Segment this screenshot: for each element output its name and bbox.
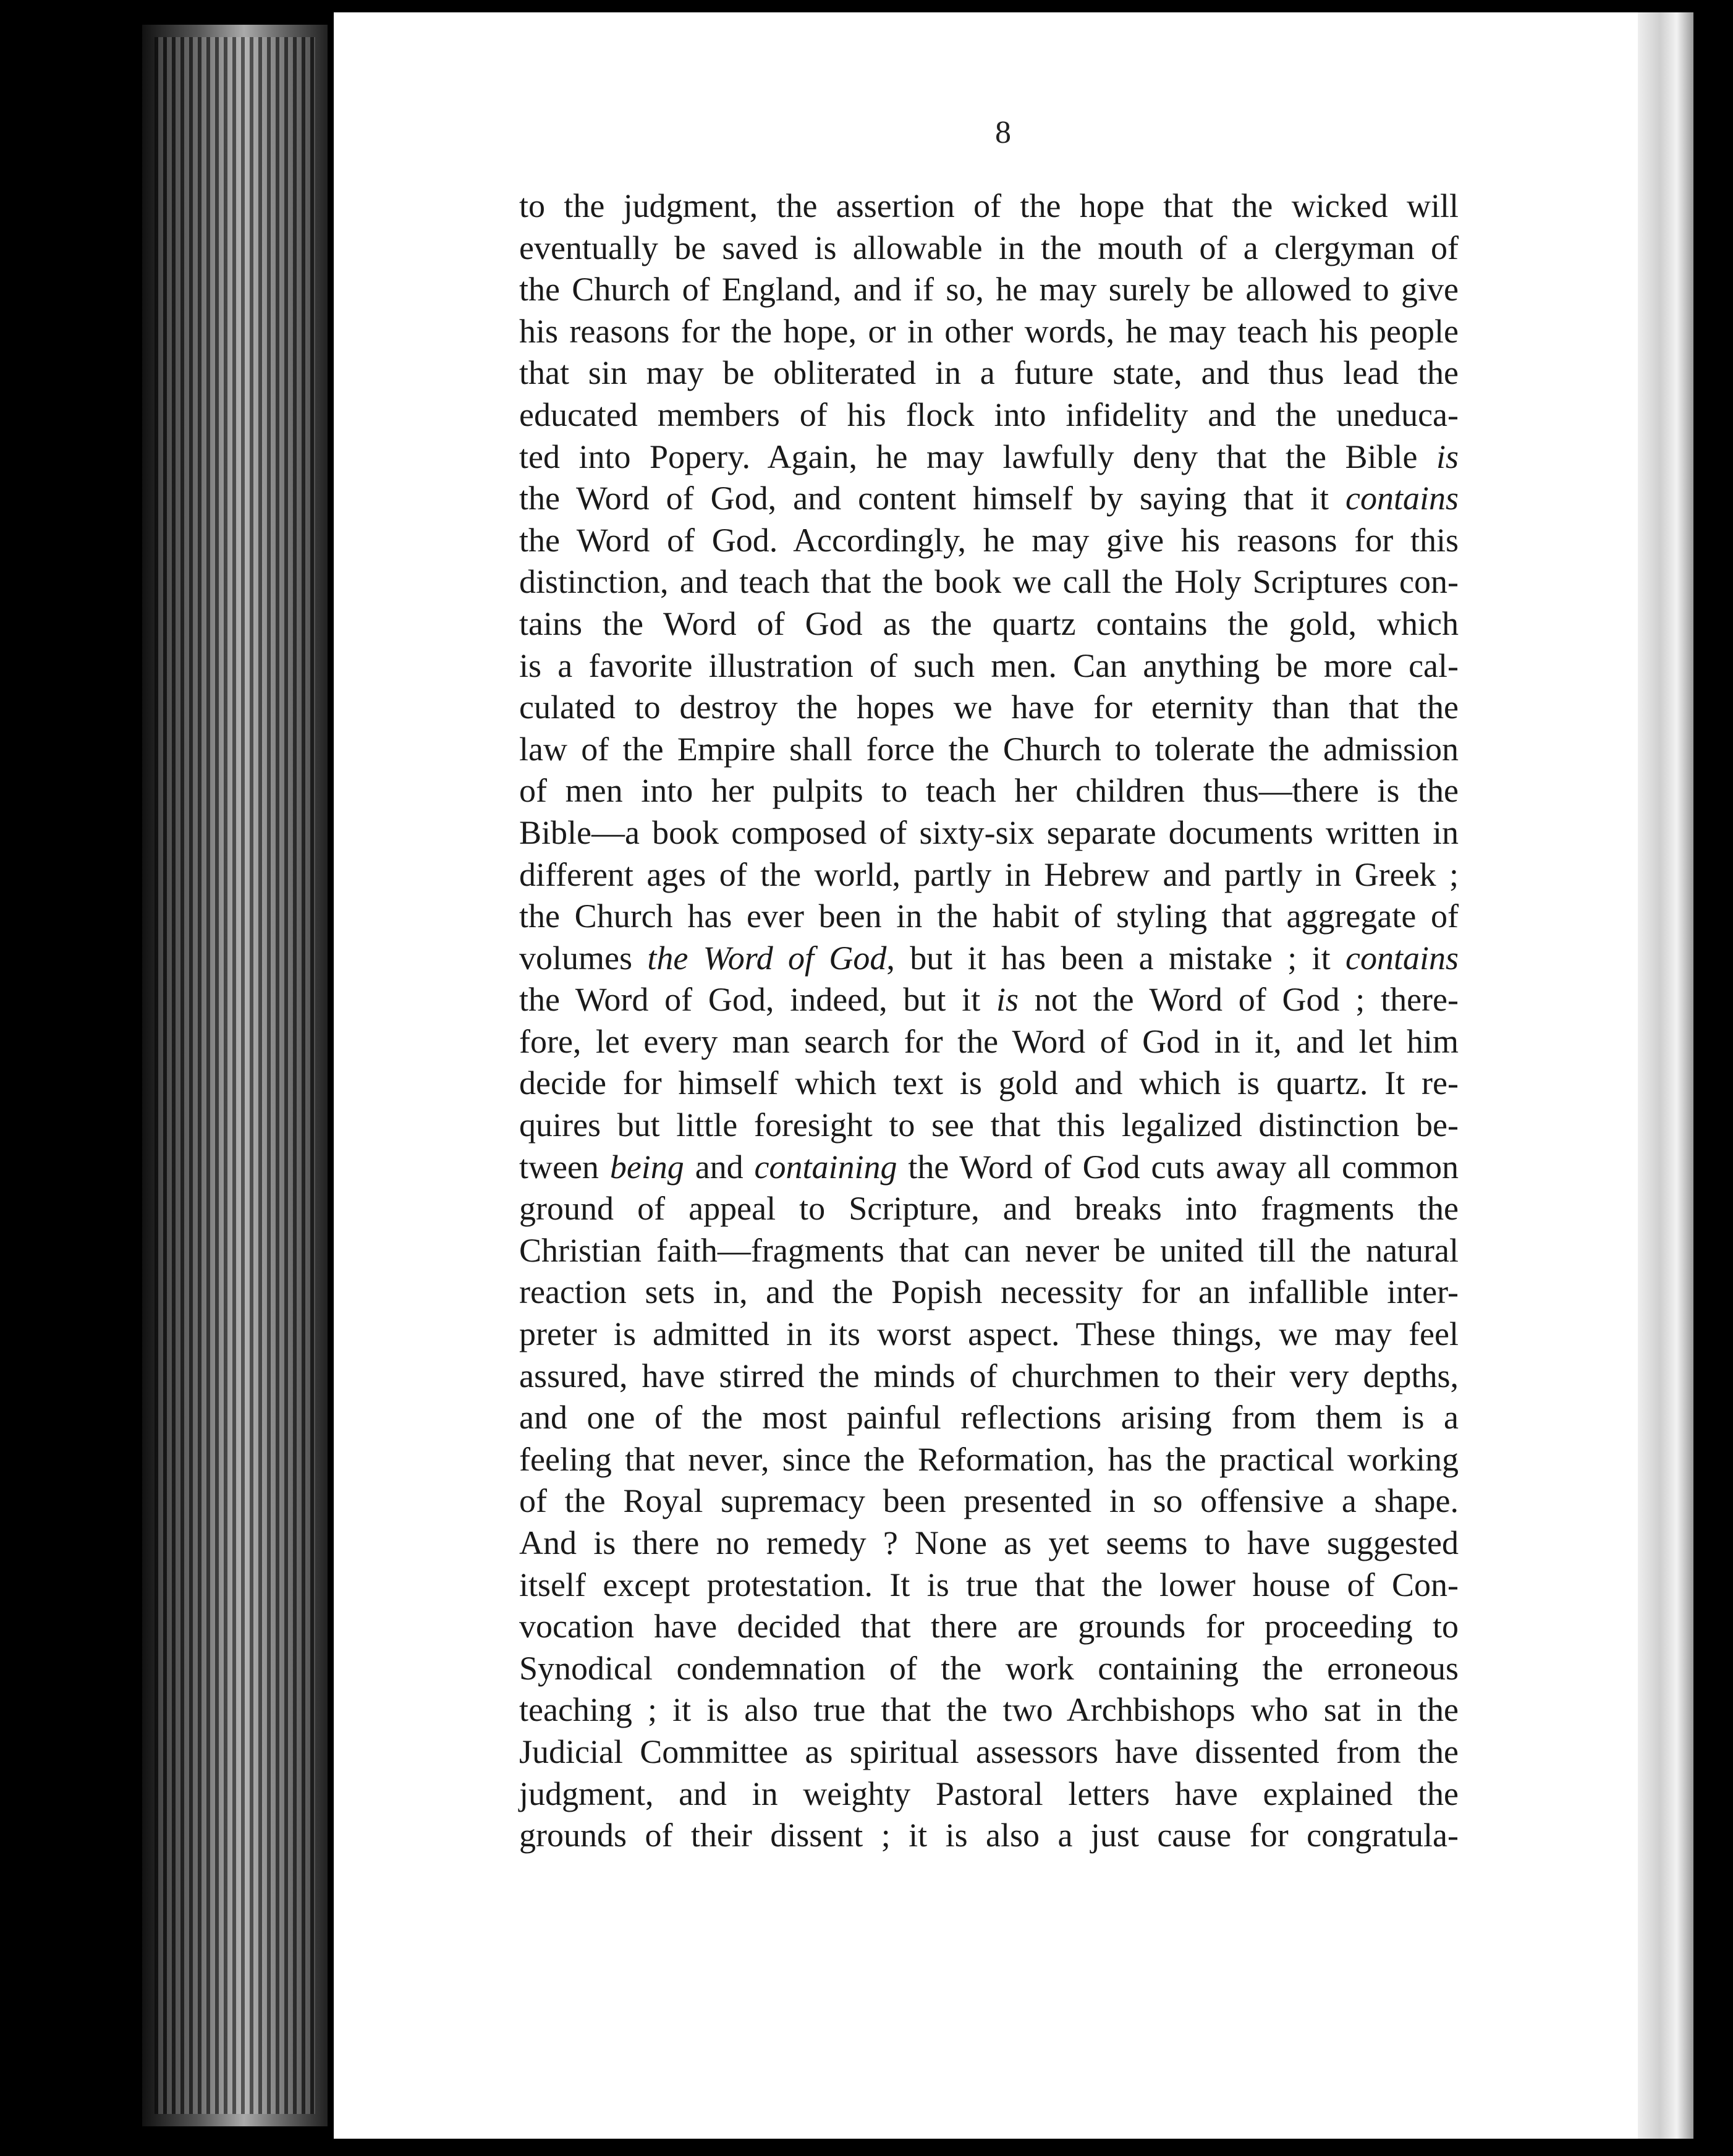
text-segment: law of the Empire shall force the Church to tolerate the admission: [519, 730, 1459, 768]
text-line: [519, 185, 1459, 227]
text-segment: and one of the most painful reflections arising from them is a: [519, 1399, 1459, 1437]
text-segment: grounds of their dissent ; it is also a just cause for congratula-: [519, 1817, 1459, 1854]
text-line: [519, 1021, 1459, 1063]
text-line: [519, 603, 1459, 645]
book-page-edges-detail: [155, 37, 315, 2114]
text-line: [519, 520, 1459, 562]
text-segment: is a favorite illustration of such men. Can anything be more cal-: [519, 647, 1459, 684]
text-line: [519, 812, 1459, 854]
text-segment: educated members of his flock into infidelity and the uneduca-: [519, 396, 1459, 433]
text-segment: vocation have decided that there are grounds for proceeding to: [519, 1608, 1459, 1645]
page-number: 8: [995, 115, 1011, 150]
text-segment: culated to destroy the hopes we have for eternity than that the: [519, 689, 1459, 726]
text-line: [519, 896, 1459, 938]
text-line: [519, 1397, 1459, 1439]
page-right-margin: [1638, 12, 1693, 2139]
text-line: [519, 1356, 1459, 1398]
text-line: [519, 1522, 1459, 1564]
text-line: [519, 770, 1459, 812]
text-segment: and: [684, 1148, 755, 1186]
text-line: [519, 979, 1459, 1021]
text-line: [519, 227, 1459, 270]
text-line: [519, 1063, 1459, 1105]
text-segment: volumes: [519, 939, 648, 977]
text-segment: fore, let every man search for the Word of God in it, and let him: [519, 1022, 1459, 1060]
text-segment: decide for himself which text is gold and which is quartz. It re-: [519, 1064, 1459, 1102]
text-segment: quires but little foresight to see that this legalized distinction be-: [519, 1106, 1459, 1144]
text-segment: the Word of God. Accordingly, he may give his reasons for this: [519, 521, 1459, 559]
text-segment: the Church of England, and if so, he may surely be allowed to give: [519, 271, 1459, 308]
italic-text: is: [996, 981, 1019, 1019]
text-segment: itself except protestation. It is true that the lower house of Con-: [519, 1566, 1459, 1603]
text-segment: tween: [519, 1148, 610, 1186]
text-segment: tains the Word of God as the quartz contains the gold, which: [519, 605, 1459, 642]
text-line: [519, 854, 1459, 896]
text-line: [519, 1773, 1459, 1815]
text-segment: reaction sets in, and the Popish necessity for an infallible inter-: [519, 1273, 1459, 1311]
italic-text: contains: [1345, 939, 1459, 977]
text-segment: And is there no remedy ? None as yet seems to have suggested: [519, 1524, 1459, 1561]
text-segment: that sin may be obliterated in a future state, and thus lead the: [519, 354, 1459, 392]
text-line: [519, 687, 1459, 729]
body-text: [519, 185, 1459, 1857]
text-line: [519, 645, 1459, 687]
text-line: [519, 561, 1459, 603]
text-line: [519, 352, 1459, 394]
text-segment: eventually be saved is allowable in the mouth of a clergyman of: [519, 229, 1459, 266]
text-segment: the Word of God cuts away all common: [897, 1148, 1459, 1186]
text-segment: ground of appeal to Scripture, and breaks into fragments the: [519, 1190, 1459, 1228]
text-segment: ted into Popery. Again, he may lawfully deny that the Bible: [519, 438, 1436, 475]
text-line: [519, 1147, 1459, 1189]
text-segment: Judicial Committee as spiritual assessors have dissented from the: [519, 1733, 1459, 1770]
text-segment: of the Royal supremacy been presented in so offensive a shape.: [519, 1482, 1459, 1520]
text-line: [519, 1105, 1459, 1147]
text-line: [519, 729, 1459, 771]
text-segment: different ages of the world, partly in Hebrew and partly in Greek ;: [519, 855, 1459, 893]
text-line: [519, 1230, 1459, 1272]
text-segment: the Church has ever been in the habit of styling that aggregate of: [519, 898, 1459, 935]
text-segment: feeling that never, since the Reformation, has the practical working: [519, 1440, 1459, 1478]
text-segment: assured, have stirred the minds of churchmen to their very depths,: [519, 1357, 1459, 1394]
text-segment: of men into her pulpits to teach her children thus—there is the: [519, 772, 1459, 810]
text-line: [519, 1731, 1459, 1773]
text-line: [519, 1815, 1459, 1857]
text-line: [519, 394, 1459, 436]
text-line: [519, 1314, 1459, 1356]
text-segment: preter is admitted in its worst aspect. These things, we may feel: [519, 1315, 1459, 1353]
text-line: [519, 1606, 1459, 1648]
text-segment: to the judgment, the assertion of the hope that the wicked will: [519, 187, 1459, 224]
text-segment: not the Word of God ; there-: [1019, 981, 1459, 1019]
text-line: [519, 1439, 1459, 1481]
italic-text: containing: [754, 1148, 897, 1186]
text-line: [519, 478, 1459, 520]
text-segment: , but it has been a mistake ; it: [886, 939, 1345, 977]
text-line: [519, 269, 1459, 311]
text-line: [519, 1188, 1459, 1230]
text-line: [519, 311, 1459, 353]
text-line: [519, 1564, 1459, 1606]
text-segment: teaching ; it is also true that the two Archbishops who sat in the: [519, 1691, 1459, 1729]
text-segment: judgment, and in weighty Pastoral letters have explained the: [519, 1775, 1459, 1812]
text-segment: Christian faith—fragments that can never be united till the natural: [519, 1231, 1459, 1269]
text-segment: his reasons for the hope, or in other words, he may teach his people: [519, 312, 1459, 350]
text-segment: the Word of God, indeed, but it: [519, 981, 996, 1019]
text-line: [519, 938, 1459, 980]
text-segment: Bible—a book composed of sixty-six separate documents written in: [519, 813, 1459, 851]
text-line: [519, 1271, 1459, 1314]
italic-text: being: [609, 1148, 684, 1186]
text-line: [519, 1689, 1459, 1731]
text-segment: distinction, and teach that the book we call the Holy Scriptures con-: [519, 563, 1459, 601]
italic-text: the Word of God: [647, 939, 887, 977]
text-line: [519, 1480, 1459, 1522]
text-segment: Synodical condemnation of the work containing the erroneous: [519, 1649, 1459, 1687]
text-line: [519, 1648, 1459, 1690]
italic-text: is: [1436, 438, 1459, 475]
text-line: [519, 436, 1459, 478]
italic-text: contains: [1345, 480, 1459, 517]
text-segment: the Word of God, and content himself by saying that it: [519, 480, 1345, 517]
